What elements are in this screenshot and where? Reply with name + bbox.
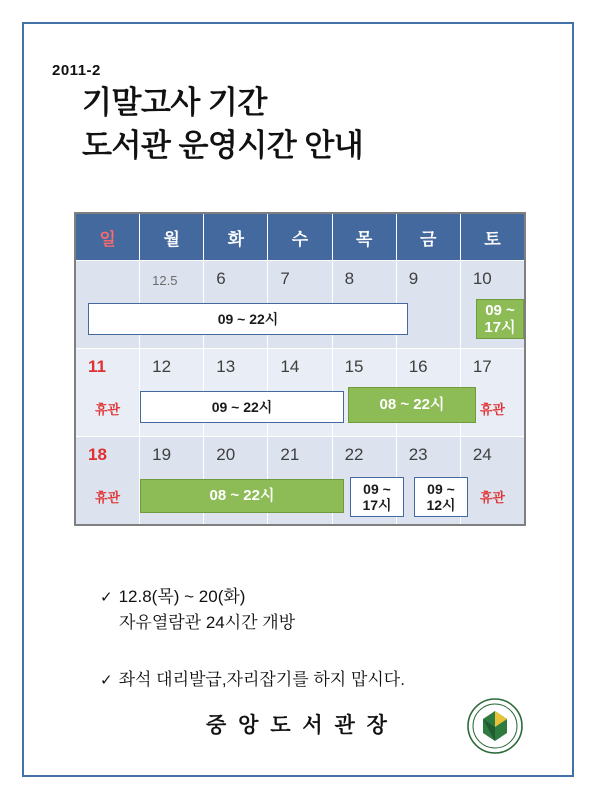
title-line-1: 기말고사 기간 [82, 85, 267, 120]
hours-bar-week3-thursday [350, 477, 404, 517]
day-number: 14 [280, 357, 300, 376]
hours-bar-week1-weekdays: 09 ~ 22시 [88, 303, 408, 335]
day-number: 9 [408, 269, 419, 288]
hours-bar-line-2: 17시 [484, 319, 516, 336]
weekday-header-sun: 일 [76, 214, 140, 260]
notes-section [100, 584, 520, 693]
title-line-2: 도서관 운영시간 안내 [82, 127, 364, 163]
day-number: 15 [344, 357, 364, 376]
calendar-week-row [76, 348, 524, 436]
note-1-line-1 [100, 584, 520, 610]
day-number: 13 [216, 357, 236, 376]
day-number: 17 [472, 357, 492, 376]
day-number: 7 [280, 269, 290, 288]
poster-container [22, 22, 574, 777]
day-number: 21 [280, 445, 300, 464]
weekday-header-wed: 수 [268, 214, 332, 260]
closed-label: 휴관 [479, 402, 505, 417]
day-number: 12 [152, 357, 172, 376]
closed-label: 휴관 [95, 402, 121, 417]
closed-label: 휴관 [479, 490, 505, 505]
day-number: 8 [344, 269, 355, 288]
check-icon: ✓ [100, 672, 113, 689]
closed-label: 휴관 [95, 490, 121, 505]
page-title [82, 82, 363, 168]
hours-bar-week1-saturday [476, 299, 524, 339]
hours-bar-week3-exam: 08 ~ 22시 [140, 479, 344, 513]
calendar-header-row [76, 214, 524, 260]
day-number: 12.5 [152, 273, 178, 288]
calendar-week-row [76, 260, 524, 348]
hours-bar-line-2: 17시 [362, 497, 392, 513]
weekday-header-thu: 목 [333, 214, 397, 260]
day-number: 18 [88, 445, 107, 464]
day-number: 20 [216, 445, 236, 464]
day-cell [76, 349, 140, 436]
hours-bar-week2-exam: 08 ~ 22시 [348, 387, 476, 423]
check-icon: ✓ [100, 589, 113, 606]
weekday-header-tue: 화 [204, 214, 268, 260]
note-1-line-2: 자유열람관 24시간 개방 [119, 612, 296, 632]
note-1-text: 12.8(목) ~ 20(화) [118, 587, 246, 606]
day-number: 16 [408, 357, 428, 376]
hours-bar-line-1: 09 ~ [485, 301, 515, 319]
day-number: 23 [408, 445, 428, 464]
hours-bar-line-1: 09 ~ [427, 480, 455, 497]
year-label: 2011-2 [52, 62, 101, 79]
day-number: 10 [472, 269, 492, 288]
calendar [74, 212, 526, 526]
university-seal-icon [466, 697, 524, 755]
signature-line: 중 앙 도 서 관 장 [206, 714, 390, 737]
day-cell [76, 437, 140, 524]
hours-bar-week3-friday [414, 477, 468, 517]
day-number: 22 [344, 445, 364, 464]
day-number: 6 [216, 269, 226, 288]
note-2-text: 좌석 대리발급,자리잡기를 하지 맙시다. [118, 670, 405, 689]
calendar-week-row [76, 436, 524, 524]
day-cell [461, 437, 524, 524]
note-2-line-1 [100, 667, 520, 693]
note-item-1 [100, 584, 520, 635]
day-number: 24 [472, 445, 492, 464]
note-item-2 [100, 667, 520, 693]
hours-bar-line-1: 09 ~ [363, 480, 391, 497]
weekday-header-mon: 월 [140, 214, 204, 260]
hours-bar-line-2: 12시 [426, 497, 456, 513]
hours-bar-week2-weekdays: 09 ~ 22시 [140, 391, 344, 423]
weekday-header-fri: 금 [397, 214, 461, 260]
day-number: 19 [152, 445, 172, 464]
weekday-header-sat: 토 [484, 229, 501, 249]
day-number: 11 [88, 357, 106, 376]
